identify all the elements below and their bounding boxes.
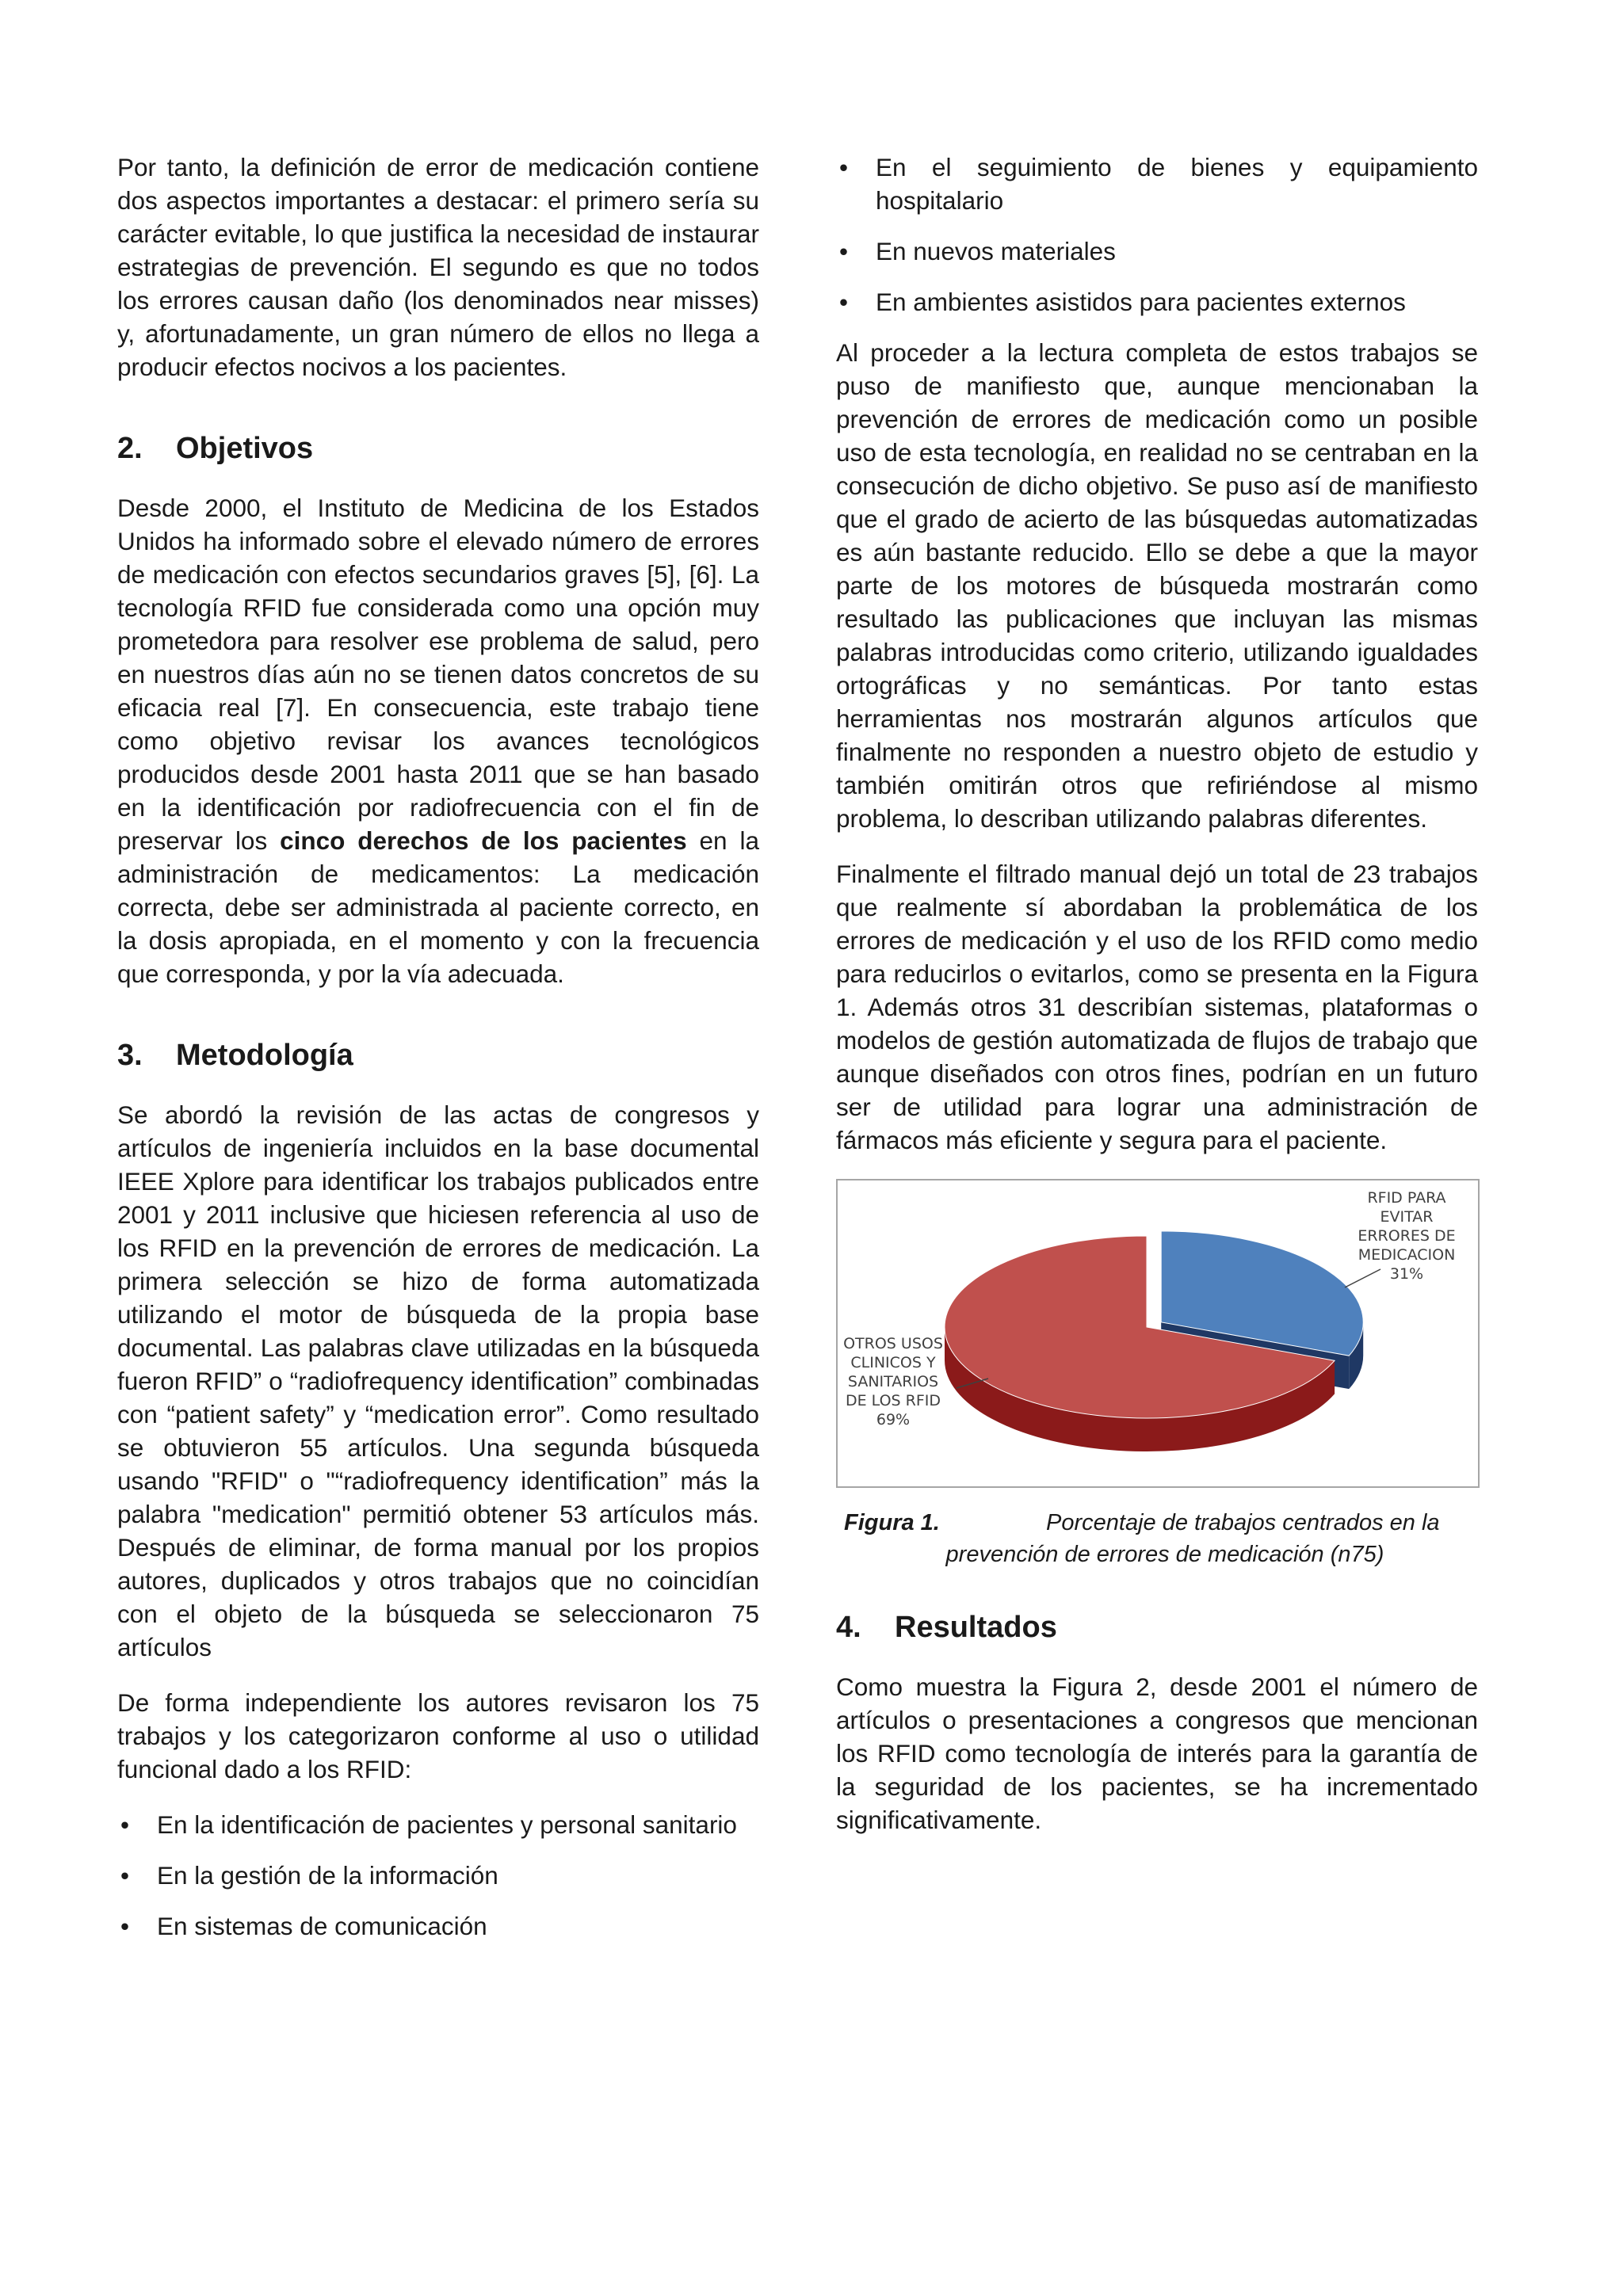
list-item-text: En el seguimiento de bienes y equipamiento hospitalario (876, 153, 1478, 215)
list-item-text: En sistemas de comunicación (157, 1912, 487, 1940)
left-column (117, 151, 759, 1960)
pie-percent-label: 69% (876, 1411, 911, 1428)
right-column (836, 151, 1478, 1859)
bullet-icon: • (839, 153, 849, 181)
bullet-icon: • (839, 237, 849, 265)
pie-label-line: OTROS USOS (843, 1335, 943, 1352)
list-item (117, 1909, 759, 1943)
bullet-icon: • (120, 1861, 130, 1890)
list-item-text: En ambientes asistidos para pacientes externos (876, 288, 1406, 316)
section-title: Objetivos (176, 432, 314, 465)
section-number: 4. (836, 1611, 861, 1644)
list-item-text: En nuevos materiales (876, 237, 1116, 265)
pie-label-line: MEDICACION (1358, 1246, 1456, 1264)
pie-label-line: RFID PARA (1367, 1189, 1446, 1207)
section-number: 2. (117, 432, 143, 465)
right-paragraph-1: Al proceder a la lectura completa de estos trabajos se puso de manifiesto que, aunque mencionaban la prevención de errores de medicación como un posible uso de esta tecnología, en realidad no se centraban en la consecución de dicho objetivo. Se puso así de manifiesto que el grado de acierto de las búsquedas automatizadas es aún bastante reducido. Ello se debe a que la mayor parte de los motores de búsqueda mostrarán como resultado las publicaciones que incluyan las mismas palabras introducidas como criterio, utilizando igualdades ortográficas y no semánticas. Por tanto estas herramientas nos mostrarán algunos artículos que finalmente no responden a nuestro objeto de estudio y también omitirán otros que refiriéndose al mismo problema, lo describan utilizando palabras diferentes. (836, 338, 1478, 833)
metodologia-paragraph-2: De forma independiente los autores revisaron los 75 trabajos y los categorizaron conforme al uso o utilidad funcional dado a los RFID: (117, 1688, 759, 1783)
objetivos-text-part-2: en la administración de medicamentos: La medicación correcta, debe ser administrada al paciente correcto, en la dosis apropiada, en el momento y con la frecuencia que corresponda, y por la vía adecuada. (117, 826, 759, 988)
pie-label-line: ERRORES DE (1358, 1227, 1456, 1245)
pie-label-line: EVITAR (1380, 1208, 1434, 1226)
section-heading-resultados (836, 1608, 1478, 1646)
pie-chart (838, 1180, 1478, 1486)
leader-line-rfid (1345, 1269, 1381, 1287)
metodologia-paragraph-1: Se abordó la revisión de las actas de congresos y artículos de ingeniería incluidos en la base documental IEEE Xplore para identificar los trabajos publicados entre 2001 y 2011 inclusive que hiciesen referencia al uso de los RFID en la prevención de errores de medicación. La primera selección se hizo de forma automatizada utilizando el motor de búsqueda de la propia base documental. Las palabras clave utilizadas en la búsqueda fueron RFID” o “radiofrequency identification” combinadas con “patient safety” y “medication error”. Como resultado se obtuvieron 55 artículos. Una segunda búsqueda usando "RFID" o "“radiofrequency identification” más la palabra "medication" permitió obtener 53 artículos más. Después de eliminar, de forma manual por los propios autores, duplicados y otros trabajos que no coincidían con el objeto de la búsqueda se seleccionaron 75 artículos (117, 1100, 759, 1661)
bullet-icon: • (839, 288, 849, 316)
section-heading-metodologia (117, 1036, 759, 1074)
figure-1-chart (836, 1179, 1480, 1488)
pie-percent-label: 31% (1389, 1265, 1424, 1283)
pie-label-line: DE LOS RFID (845, 1392, 941, 1409)
objetivos-bold-text: cinco derechos de los pacientes (280, 826, 687, 855)
list-item (836, 151, 1478, 217)
pie-label-line: CLINICOS Y (850, 1354, 936, 1371)
list-item (836, 285, 1478, 318)
list-item (836, 235, 1478, 268)
pie-label-line: SANITARIOS (847, 1373, 939, 1390)
section-title: Resultados (895, 1611, 1057, 1644)
bullet-list-left (117, 1808, 759, 1943)
list-item (117, 1808, 759, 1841)
figure-caption (836, 1507, 1478, 1570)
section-heading-objetivos (117, 429, 759, 467)
list-item (117, 1859, 759, 1892)
bullet-icon: • (120, 1810, 130, 1839)
pie-label-otros (843, 1335, 943, 1428)
figure-caption-line-2: prevención de errores de medicación (n75) (945, 1542, 1384, 1567)
section-title: Metodología (176, 1039, 353, 1072)
section-number: 3. (117, 1039, 143, 1072)
resultados-paragraph: Como muestra la Figura 2, desde 2001 el número de artículos o presentaciones a congresos que mencionan los RFID como tecnología de interés para la garantía de la seguridad de los pacientes, se ha incrementado significativamente. (836, 1672, 1478, 1834)
objetivos-paragraph (117, 491, 759, 990)
list-item-text: En la gestión de la información (157, 1861, 498, 1890)
pie-label-rfid (1358, 1189, 1455, 1283)
bullet-list-right (836, 151, 1478, 318)
objetivos-text-part-1: Desde 2000, el Instituto de Medicina de los Estados Unidos ha informado sobre el elevado número de errores de medicación con efectos secundarios graves [5], [6]. La tecnología RFID fue considerada como una opción muy prometedora para resolver ese problema de salud, pero en nuestros días aún no se tienen datos concretos de su eficacia real [7]. En consecuencia, este trabajo tiene como objetivo revisar los avances tecnológicos producidos desde 2001 hasta 2011 que se han basado en la identificación por radiofrecuencia con el fin de preservar los (117, 494, 759, 855)
list-item-text: En la identificación de pacientes y personal sanitario (157, 1810, 737, 1839)
intro-paragraph: Por tanto, la definición de error de medicación contiene dos aspectos importantes a destacar: el primero sería su carácter evitable, lo que justifica la necesidad de instaurar estrategias de prevención. El segundo es que no todos los errores causan daño (los denominados near misses) y, afortunadamente, un gran número de ellos no llega a producir efectos nocivos a los pacientes. (117, 153, 759, 381)
bullet-icon: • (120, 1912, 130, 1940)
right-paragraph-2: Finalmente el filtrado manual dejó un total de 23 trabajos que realmente sí abordaban la problemática de los errores de medicación y el uso de los RFID como medio para reducirlos o evitarlos, como se presenta en la Figura 1. Además otros 31 describían sistemas, plataformas o modelos de gestión automatizada de flujos de trabajo que aunque diseñados con otros fines, podrían en un futuro ser de utilidad para lograr una administración de fármacos más eficiente y segura para el paciente. (836, 860, 1478, 1154)
figure-caption-label: Figura 1. (844, 1510, 940, 1535)
figure-caption-line-1: Porcentaje de trabajos centrados en la (1046, 1510, 1440, 1535)
